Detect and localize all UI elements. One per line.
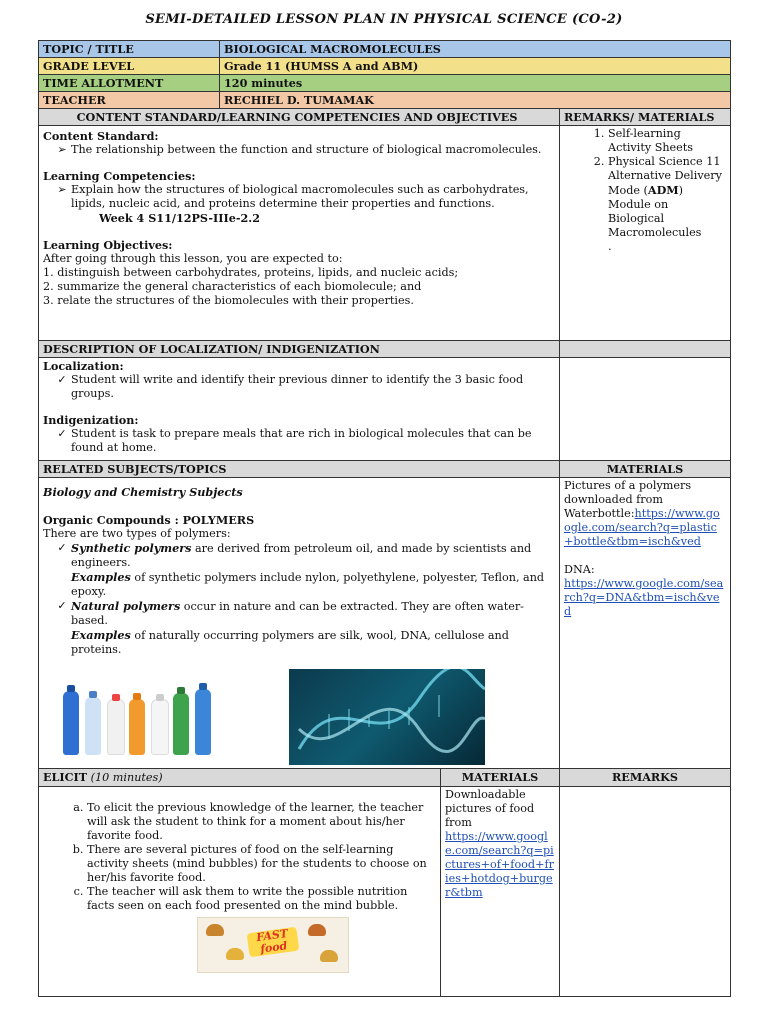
localization-heading-row [39,341,731,358]
elicit-item: a. To elicit the previous knowledge of the learner, the teacher will ask the student to think for a moment about his/her favorite food. [87,801,436,843]
polymer-images [43,669,555,767]
topic-value: BIOLOGICAL MACROMOLECULES [220,41,731,58]
competencies-body [71,183,555,226]
content-row [39,126,731,341]
organic-label: Organic Compounds : POLYMERS [43,513,255,527]
teacher-value: RECHIEL D. TUMAMAK [220,92,731,109]
related-materials-heading: MATERIALS [560,461,731,478]
content-standard-text: The relationship between the function and structure of biological macromolecules. [71,143,542,156]
fast-food-image [197,917,349,973]
remarks-cell [560,126,731,341]
synthetic-examples-bold: Examples [71,570,131,584]
competencies-label: Learning Competencies: [43,169,196,183]
content-cell [39,126,560,341]
elicit-remarks-heading: REMARKS [560,769,731,787]
page-title: SEMI-DETAILED LESSON PLAN IN PHYSICAL SCIENCE (CO-2) [145,12,623,27]
fast-food-text: FAST food [247,927,300,958]
natural-item [43,599,555,657]
elicit-title: ELICIT [43,770,88,784]
check-bullet-icon: ✓ [57,427,67,440]
plastic-bottles-image [63,677,241,755]
header-row-grade [39,58,731,75]
related-heading: RELATED SUBJECTS/TOPICS [39,461,560,478]
natural-body [71,599,555,657]
synthetic-examples-text: of synthetic polymers include nylon, polyethylene, polyester, Teflon, and epoxy. [71,571,545,598]
related-cell [39,478,560,769]
content-heading-row [39,109,731,126]
objective-1: 1. distinguish between carbohydrates, proteins, lipids, and nucleic acids; [43,266,459,279]
localization-row [39,358,731,461]
topic-label: TOPIC / TITLE [39,41,220,58]
localization-label: Localization: [43,359,124,373]
elicit-list [43,801,436,913]
elicit-heading [39,769,441,787]
competencies-item [43,183,555,226]
localization-item [43,373,555,401]
natural-bold: Natural polymers [71,599,181,613]
remarks-dot: . [608,240,612,253]
objectives-label: Learning Objectives: [43,238,173,252]
natural-text: occur in nature and can be extracted. They are often water-based. [71,600,524,627]
remarks-item [608,155,726,240]
elicit-row [39,787,731,997]
arrow-bullet-icon: ➢ [57,143,67,156]
waterbottle-label: Waterbottle: [564,507,635,520]
indigenization-text: Student is task to prepare meals that are rich in biological molecules that can be found at home. [71,427,532,454]
content-standard-item [43,143,555,157]
localization-text: Student will write and identify their previous dinner to identify the 3 basic food groups. [71,373,524,400]
elicit-materials-cell [441,787,560,997]
remarks-text: Physical Science 11 Alternative Delivery Mode ( [608,155,722,197]
objectives-intro: After going through this lesson, you are expected to: [43,252,343,265]
elicit-time: (10 minutes) [87,771,163,784]
remarks-list [564,127,726,240]
elicit-materials-text: Downloadable pictures of food from [445,788,535,829]
elicit-materials-heading: MATERIALS [441,769,560,787]
teacher-label: TEACHER [39,92,220,109]
content-standard-label: Content Standard: [43,129,159,143]
elicit-cell [39,787,441,997]
lesson-plan-table [38,40,731,997]
subjects-label: Biology and Chemistry Subjects [43,485,243,499]
related-heading-row [39,461,731,478]
localization-remarks-cell [560,358,731,461]
grade-value: Grade 11 (HUMSS A and ABM) [220,58,731,75]
grade-label: GRADE LEVEL [39,58,220,75]
indigenization-label: Indigenization: [43,413,139,427]
synthetic-item [43,541,555,599]
synthetic-body [71,541,555,599]
synthetic-bold: Synthetic polymers [71,541,192,555]
synthetic-text: are derived from petroleum oil, and made by scientists and engineers. [71,542,532,569]
localization-heading: DESCRIPTION OF LOCALIZATION/ INDIGENIZATION [39,341,560,358]
dna-label: DNA: [564,563,595,576]
remarks-text: ) Module on Biological Macromolecules [608,184,702,239]
localization-cell [39,358,560,461]
objective-3: 3. relate the structures of the biomolecules with their properties. [43,294,414,307]
adm-label: ADM [647,183,679,197]
remarks-item: 1. Self-learning Activity Sheets [608,127,726,155]
types-intro: There are two types of polymers: [43,527,231,540]
related-materials-cell [560,478,731,769]
content-heading: CONTENT STANDARD/LEARNING COMPETENCIES AND OBJECTIVES [39,109,560,126]
elicit-item: b. There are several pictures of food on the self-learning activity sheets (mind bubbles) for the students to choose on her/his favorite food. [87,843,436,885]
waterbottle-link-row [564,507,726,549]
header-row-topic [39,41,731,58]
indigenization-item [43,427,555,455]
materials-intro: Pictures of a polymers downloaded from [564,479,692,506]
elicit-remarks-cell [560,787,731,997]
waterbottle-link[interactable]: https://www.google.com/search?q=plastic+bottle&tbm=isch&ved [564,507,720,548]
check-bullet-icon: ✓ [57,373,67,386]
objective-2: 2. summarize the general characteristics of each biomolecule; and [43,280,422,293]
dna-image [289,669,485,765]
remarks-materials-heading: REMARKS/ MATERIALS [560,109,731,126]
natural-examples-text: of naturally occurring polymers are silk, wool, DNA, cellulose and proteins. [71,629,509,656]
check-bullet-icon: ✓ [57,599,67,612]
header-row-teacher [39,92,731,109]
dna-link[interactable]: https://www.google.com/search?q=DNA&tbm=isch&ved [564,577,724,618]
check-bullet-icon: ✓ [57,541,67,554]
related-row [39,478,731,769]
natural-examples-bold: Examples [71,628,131,642]
competency-code: Week 4 S11/12PS-IIIe-2.2 [99,211,260,225]
elicit-item: c. The teacher will ask them to write the possible nutrition facts seen on each food presented on the mind bubble. [87,885,436,913]
competencies-text: Explain how the structures of biological macromolecules such as carbohydrates, lipids, nucleic acid, and proteins determine their properties and functions. [71,183,529,210]
elicit-heading-row [39,769,731,787]
food-pictures-link[interactable]: https://www.google.com/search?q=pictures+of+food+fries+hotdog+burger&tbm [445,830,554,899]
time-label: TIME ALLOTMENT [39,75,220,92]
arrow-bullet-icon: ➢ [57,183,67,196]
localization-heading-blank [560,341,731,358]
time-value: 120 minutes [220,75,731,92]
header-row-time [39,75,731,92]
